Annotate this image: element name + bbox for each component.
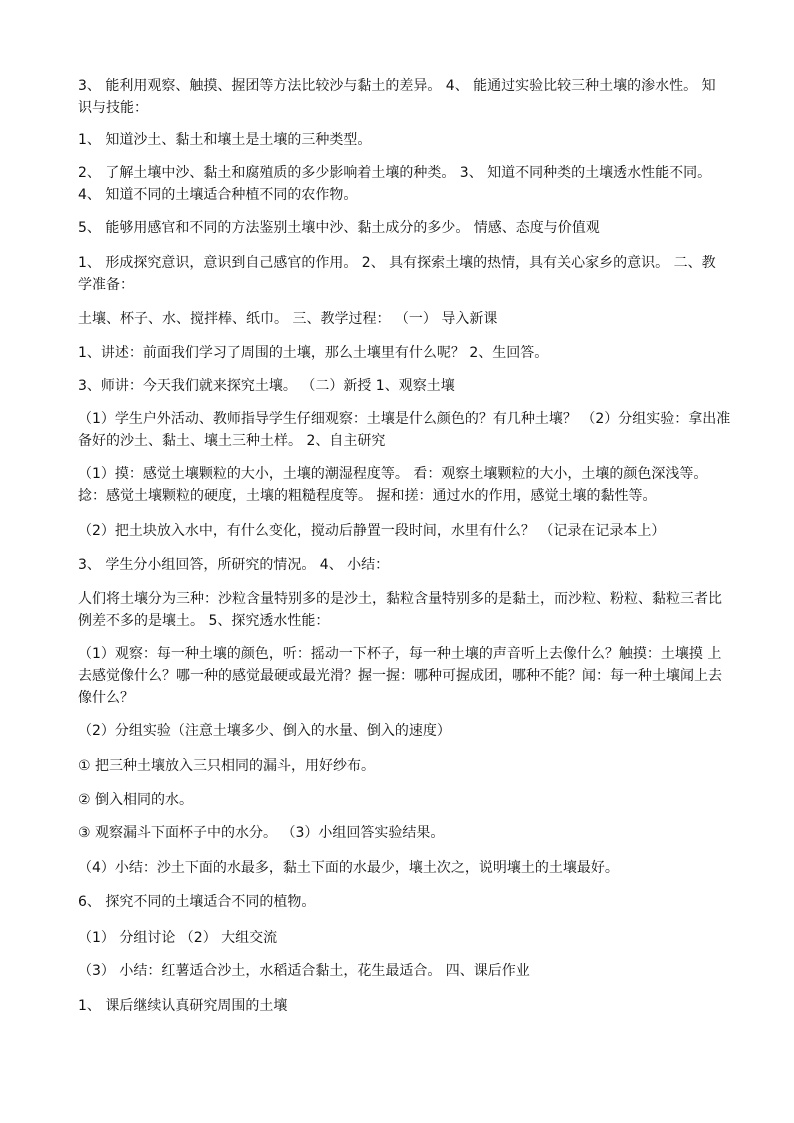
paragraph-summary	[78, 857, 728, 879]
text-line: 备好的沙土、黏土、壤土三种土样。 2、自主研究	[78, 433, 386, 449]
text-line: ② 倒入相同的水。	[78, 792, 194, 808]
text-line: 3、师讲：今天我们就来探究土壤。 （二）新授 1、观察土壤	[78, 378, 455, 394]
text-line: 5、 能够用感官和不同的方法鉴别土壤中沙、黏土成分的多少。 情感、态度与价值观	[78, 220, 600, 236]
text-line: （1）摸：感觉土壤颗粒的大小，土壤的潮湿程度等。 看：观察土壤颗粒的大小，土壤的颜色深浅等。	[78, 466, 708, 482]
text-line: 4、 知道不同的土壤适合种植不同的农作物。	[78, 187, 358, 203]
text-line: （4）小结：沙土下面的水最多，黏土下面的水最少，壤土次之，说明壤土的土壤最好。	[78, 860, 619, 876]
paragraph-step-3	[78, 822, 728, 844]
text-line: ③ 观察漏斗下面杯子中的水分。 （3）小组回答实验结果。	[78, 825, 445, 841]
text-line: 6、 探究不同的土壤适合不同的植物。	[78, 894, 316, 910]
paragraph-step-1	[78, 755, 728, 777]
text-line: （1）观察：每一种土壤的颜色，听：摇动一下杯子，每一种土壤的声音听上去像什么？触摸：土壤摸 上	[78, 646, 722, 662]
paragraph-knowledge-2-4	[78, 162, 728, 206]
paragraph-plants	[78, 891, 728, 913]
text-line: 3、 能利用观察、触摸、握团等方法比较沙与黏土的差异。 4、 能通过实验比较三种土壤的渗水性。 知	[78, 78, 716, 94]
text-line: （1） 分组讨论 （2） 大组交流	[78, 930, 278, 946]
text-line: 1、 知道沙土、黏土和壤土是土壤的三种类型。	[78, 132, 372, 148]
text-line: 识与技能：	[78, 100, 148, 116]
text-line: 2、 了解土壤中沙、黏土和腐殖质的多少影响着土壤的种类。 3、 知道不同种类的土壤透水性能不同。	[78, 165, 712, 181]
text-line: 学准备：	[78, 277, 134, 293]
paragraph-discussion	[78, 927, 728, 949]
text-line: （3） 小结：红薯适合沙土，水稻适合黏土，花生最适合。 四、课后作业	[78, 963, 530, 979]
paragraph-touch-look	[78, 463, 728, 507]
paragraph-homework	[78, 995, 728, 1017]
paragraph-soil-types	[78, 588, 728, 632]
paragraph-plant-summary	[78, 960, 728, 982]
text-line: 例差不多的是壤土。 5、探究透水性能：	[78, 613, 330, 629]
paragraph-group-report	[78, 554, 728, 576]
text-line: 1、 形成探究意识，意识到自己感官的作用。 2、 具有探索土壤的热情，具有关心家乡的意识。 二、教	[78, 255, 716, 271]
paragraph-water-test	[78, 520, 728, 542]
paragraph-senses	[78, 643, 728, 709]
text-line: （1）学生户外活动、教师指导学生仔细观察：土壤是什么颜色的？有几种土壤？ （2）分组实验：拿出准	[78, 411, 731, 427]
text-line: 捻：感觉土壤颗粒的硬度，土壤的粗糙程度等。 握和搓：通过水的作用，感觉土壤的黏性等。	[78, 488, 657, 504]
paragraph-knowledge-5	[78, 217, 728, 239]
text-line: 人们将土壤分为三种：沙粒含量特别多的是沙土，黏粒含量特别多的是黏土，而沙粒、粉粒、黏粒三者比	[78, 591, 722, 607]
text-line: 1、讲述：前面我们学习了周围的土壤，那么土壤里有什么呢？ 2、生回答。	[78, 345, 549, 361]
text-line: （2）分组实验（注意土壤多少、倒入的水量、倒入的速度）	[78, 723, 451, 739]
paragraph-objectives-3-4	[78, 75, 728, 119]
text-line: ① 把三种土壤放入三只相同的漏斗，用好纱布。	[78, 758, 375, 774]
paragraph-observe	[78, 408, 731, 452]
text-line: 去感觉像什么？哪一种的感觉最硬或最光滑？握一握：哪种可握成团，哪种不能？闻：每一种土壤闻上去	[78, 668, 722, 684]
text-line: 1、 课后继续认真研究周围的土壤	[78, 998, 288, 1014]
paragraph-attitude	[78, 252, 728, 296]
paragraph-step-2	[78, 789, 728, 811]
paragraph-knowledge-1	[78, 129, 728, 151]
text-line: 土壤、杯子、水、搅拌棒、纸巾。 三、教学过程： （一） 导入新课	[78, 311, 498, 327]
text-line: 3、 学生分小组回答，所研究的情况。 4、 小结：	[78, 557, 390, 573]
text-line: 像什么？	[78, 690, 134, 706]
paragraph-intro-1	[78, 342, 728, 364]
paragraph-materials	[78, 308, 728, 330]
paragraph-intro-2	[78, 375, 728, 397]
text-line: （2）把土块放入水中，有什么变化，搅动后静置一段时间，水里有什么？ （记录在记录本上）	[78, 523, 666, 539]
paragraph-group-experiment	[78, 720, 728, 742]
